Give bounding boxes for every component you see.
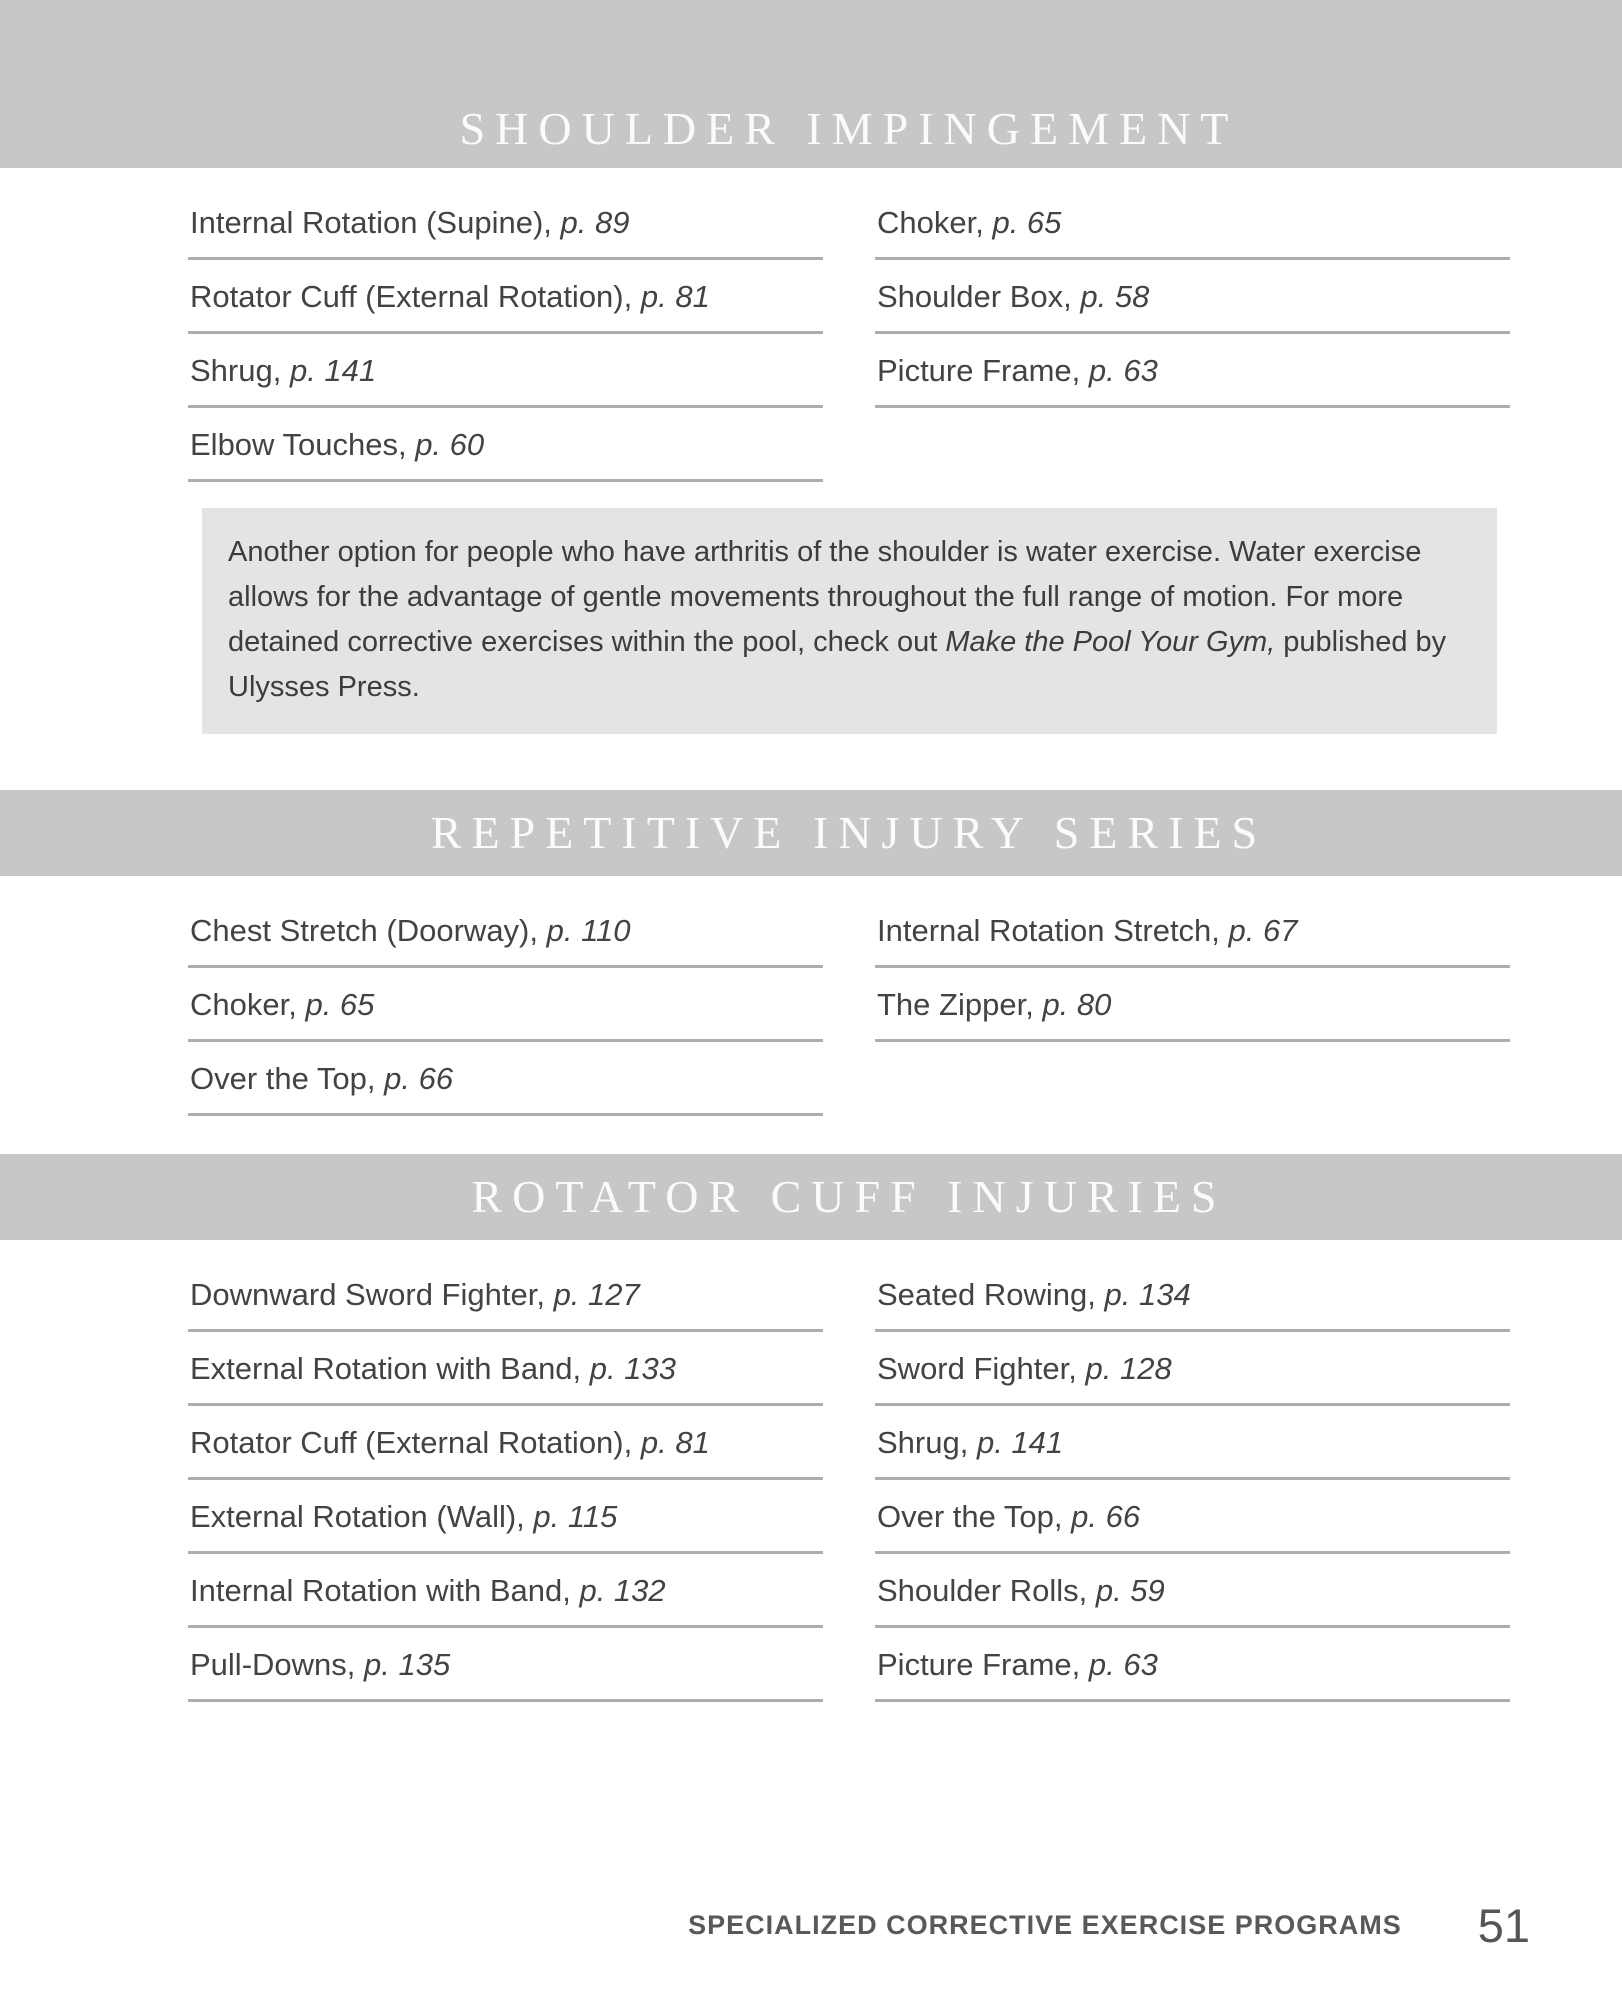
- page-ref: p. 67: [1228, 913, 1298, 948]
- page-ref: p. 128: [1085, 1351, 1172, 1386]
- footer: [688, 1894, 1530, 1956]
- page-number: 51: [1477, 1898, 1530, 1952]
- exercise-name: Rotator Cuff (External Rotation),: [190, 1425, 633, 1460]
- section-header-repetitive-injury-series: [0, 790, 1622, 876]
- exercise-name: Chest Stretch (Doorway),: [190, 913, 538, 948]
- exercise-row: [875, 1554, 1510, 1628]
- exercise-name: Choker,: [190, 987, 297, 1022]
- exercise-row: [188, 1554, 823, 1628]
- callout-text: Another option for people who have arthritis of the shoulder is water exercise. Water exercise allows for the advantage of gentle movements throughout the full range of motion. For more detained corrective exercises within the pool, check out: [228, 536, 1422, 658]
- page-ref: p. 58: [1080, 279, 1150, 314]
- callout-text-end: published by Ulysses Press.: [228, 626, 1447, 703]
- section-header-shoulder-impingement: [0, 0, 1622, 168]
- exercise-name: Downward Sword Fighter,: [190, 1277, 545, 1312]
- exercise-row: [875, 1406, 1510, 1480]
- page-ref: p. 60: [415, 427, 485, 462]
- exercise-name: Elbow Touches,: [190, 427, 407, 462]
- exercise-row: [188, 1042, 823, 1116]
- water-exercise-callout: [202, 508, 1497, 734]
- exercise-row: [188, 186, 823, 260]
- exercise-row: [188, 260, 823, 334]
- exercise-row: [875, 260, 1510, 334]
- section-title: SHOULDER IMPINGEMENT: [459, 103, 1239, 154]
- page-ref: p. 115: [533, 1499, 618, 1534]
- section-title: REPETITIVE INJURY SERIES: [430, 807, 1268, 858]
- page-ref: p. 81: [640, 1425, 710, 1460]
- exercise-row: [875, 1480, 1510, 1554]
- left-column: [188, 186, 823, 482]
- right-column: [875, 894, 1510, 1116]
- exercise-name: Over the Top,: [877, 1499, 1063, 1534]
- page-ref: p. 59: [1095, 1573, 1165, 1608]
- exercise-name: Internal Rotation (Supine),: [190, 205, 552, 240]
- section-title: ROTATOR CUFF INJURIES: [471, 1171, 1227, 1222]
- page-ref: p. 63: [1088, 1647, 1158, 1682]
- page-ref: p. 80: [1042, 987, 1112, 1022]
- exercise-row: [875, 894, 1510, 968]
- page-ref: p. 81: [640, 279, 710, 314]
- exercise-name: Shoulder Rolls,: [877, 1573, 1088, 1608]
- exercise-row: [188, 334, 823, 408]
- page-ref: p. 133: [589, 1351, 676, 1386]
- page-ref: p. 63: [1088, 353, 1158, 388]
- exercise-name: Pull-Downs,: [190, 1647, 356, 1682]
- exercise-name: Sword Fighter,: [877, 1351, 1077, 1386]
- page-ref: p. 141: [289, 353, 377, 388]
- exercise-row: [875, 968, 1510, 1042]
- exercise-name: External Rotation with Band,: [190, 1351, 582, 1386]
- exercise-list: [188, 1258, 1510, 1702]
- section-rotator-cuff-body: [0, 1258, 1622, 1702]
- right-column: [875, 186, 1510, 482]
- exercise-row: [875, 334, 1510, 408]
- exercise-name: Internal Rotation Stretch,: [877, 913, 1220, 948]
- left-column: [188, 894, 823, 1116]
- page-ref: p. 141: [976, 1425, 1064, 1460]
- exercise-name: The Zipper,: [877, 987, 1034, 1022]
- exercise-row: [188, 1406, 823, 1480]
- page-ref: p. 127: [553, 1277, 640, 1312]
- page-ref: p. 134: [1104, 1277, 1191, 1312]
- exercise-name: External Rotation (Wall),: [190, 1499, 525, 1534]
- section-header-rotator-cuff-injuries: [0, 1154, 1622, 1240]
- exercise-list: [188, 186, 1510, 482]
- page-ref: p. 65: [992, 205, 1062, 240]
- page-ref: p. 66: [1071, 1499, 1141, 1534]
- exercise-name: Picture Frame,: [877, 1647, 1081, 1682]
- page-ref: p. 135: [364, 1647, 451, 1682]
- book-title: Make the Pool Your Gym,: [945, 626, 1276, 658]
- exercise-row: [188, 1258, 823, 1332]
- page-ref: p. 89: [560, 205, 630, 240]
- left-column: [188, 1258, 823, 1702]
- exercise-list: [188, 894, 1510, 1116]
- exercise-row: [188, 1480, 823, 1554]
- section-shoulder-impingement-body: [0, 186, 1622, 734]
- exercise-row: [188, 1628, 823, 1702]
- exercise-row: [188, 1332, 823, 1406]
- exercise-row: [875, 1332, 1510, 1406]
- page-ref: p. 65: [305, 987, 375, 1022]
- page-ref: p. 132: [579, 1573, 666, 1608]
- page-ref: p. 66: [384, 1061, 454, 1096]
- exercise-row: [875, 1628, 1510, 1702]
- page-ref: p. 110: [546, 913, 631, 948]
- exercise-name: Rotator Cuff (External Rotation),: [190, 279, 633, 314]
- exercise-row: [875, 186, 1510, 260]
- exercise-name: Choker,: [877, 205, 984, 240]
- exercise-name: Picture Frame,: [877, 353, 1081, 388]
- right-column: [875, 1258, 1510, 1702]
- exercise-name: Shoulder Box,: [877, 279, 1072, 314]
- exercise-name: Seated Rowing,: [877, 1277, 1096, 1312]
- exercise-row: [188, 408, 823, 482]
- exercise-row: [188, 894, 823, 968]
- exercise-row: [188, 968, 823, 1042]
- exercise-name: Shrug,: [190, 353, 282, 388]
- exercise-name: Shrug,: [877, 1425, 969, 1460]
- footer-running-head: SPECIALIZED CORRECTIVE EXERCISE PROGRAMS: [688, 1909, 1402, 1940]
- exercise-name: Over the Top,: [190, 1061, 376, 1096]
- exercise-row: [875, 1258, 1510, 1332]
- section-repetitive-injury-body: [0, 894, 1622, 1116]
- exercise-name: Internal Rotation with Band,: [190, 1573, 571, 1608]
